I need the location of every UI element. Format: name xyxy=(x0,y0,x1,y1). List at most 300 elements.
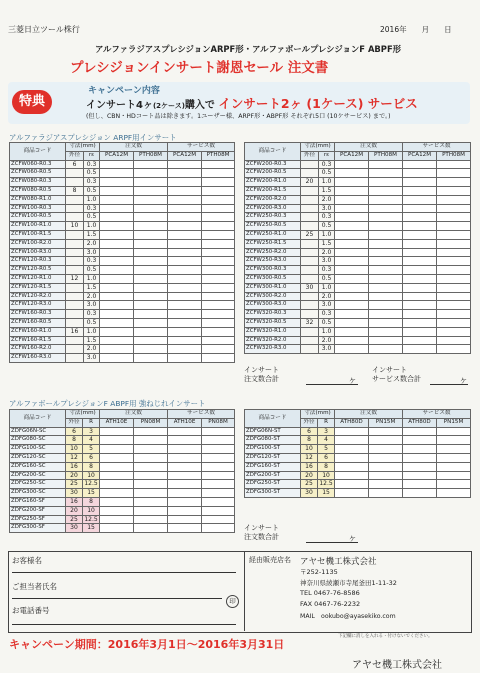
service-qty-cell[interactable] xyxy=(168,524,202,533)
service-qty-cell[interactable] xyxy=(202,222,235,231)
order-qty-cell[interactable] xyxy=(335,274,369,283)
service-qty-cell[interactable] xyxy=(168,248,202,257)
order-qty-cell[interactable] xyxy=(335,453,369,462)
order-qty-cell[interactable] xyxy=(134,327,168,336)
order-qty-cell[interactable] xyxy=(134,506,168,515)
order-qty-cell[interactable] xyxy=(134,283,168,292)
service-qty-cell[interactable] xyxy=(168,506,202,515)
service-qty-cell[interactable] xyxy=(437,327,471,336)
order-qty-cell[interactable] xyxy=(134,301,168,310)
service-qty-cell[interactable] xyxy=(202,274,235,283)
order-qty-cell[interactable] xyxy=(100,266,134,275)
order-qty-cell[interactable] xyxy=(100,310,134,319)
service-qty-cell[interactable] xyxy=(403,453,437,462)
order-qty-cell[interactable] xyxy=(335,239,369,248)
radius: 0.3 xyxy=(84,160,100,169)
order-qty-cell[interactable] xyxy=(134,257,168,266)
order-qty-cell[interactable] xyxy=(100,471,134,480)
service-qty-cell[interactable] xyxy=(403,436,437,445)
service-qty-cell[interactable] xyxy=(403,266,437,275)
order-qty-cell[interactable] xyxy=(100,186,134,195)
service-qty-cell[interactable] xyxy=(403,204,437,213)
service-qty-cell[interactable] xyxy=(403,327,437,336)
order-qty-cell[interactable] xyxy=(100,195,134,204)
outer-diameter: 30 xyxy=(301,489,318,498)
outer-diameter xyxy=(66,336,84,345)
service-qty-cell[interactable] xyxy=(437,248,471,257)
order-qty-cell[interactable] xyxy=(134,274,168,283)
service-qty-cell[interactable] xyxy=(202,453,235,462)
service-qty-cell[interactable] xyxy=(202,248,235,257)
service-qty-cell[interactable] xyxy=(168,204,202,213)
service-qty-cell[interactable] xyxy=(437,310,471,319)
order-qty-cell[interactable] xyxy=(335,480,369,489)
order-qty-cell[interactable] xyxy=(335,222,369,231)
outer-diameter: 8 xyxy=(301,436,318,445)
order-qty-cell[interactable] xyxy=(100,354,134,363)
outer-diameter xyxy=(301,169,319,178)
service-qty-cell[interactable] xyxy=(202,195,235,204)
order-qty-cell[interactable] xyxy=(134,292,168,301)
outer-diameter: 20 xyxy=(66,471,83,480)
service-qty-cell[interactable] xyxy=(202,489,235,498)
service-qty-cell[interactable] xyxy=(202,471,235,480)
phone-field[interactable] xyxy=(12,624,236,625)
order-qty-cell[interactable] xyxy=(369,489,403,498)
service-qty-cell[interactable] xyxy=(403,310,437,319)
service-qty-cell[interactable] xyxy=(403,427,437,436)
order-qty-cell[interactable] xyxy=(134,453,168,462)
service-qty-cell[interactable] xyxy=(168,327,202,336)
order-qty-cell[interactable] xyxy=(134,462,168,471)
service-qty-cell[interactable] xyxy=(403,169,437,178)
radius: 1.0 xyxy=(84,274,100,283)
service-qty-cell[interactable] xyxy=(202,301,235,310)
service-qty-cell[interactable] xyxy=(168,310,202,319)
service-qty-cell[interactable] xyxy=(403,318,437,327)
service-qty-cell[interactable] xyxy=(168,345,202,354)
outer-diameter: 6 xyxy=(301,427,318,436)
order-qty-cell[interactable] xyxy=(369,160,403,169)
outer-diameter: 20 xyxy=(301,178,319,187)
order-qty-cell[interactable] xyxy=(335,436,369,445)
product-code: ZCFW080-R1.0 xyxy=(10,195,66,204)
service-qty-cell[interactable] xyxy=(168,480,202,489)
order-qty-cell[interactable] xyxy=(100,248,134,257)
order-qty-cell[interactable] xyxy=(134,445,168,454)
service-qty-cell[interactable] xyxy=(437,204,471,213)
order-qty-cell[interactable] xyxy=(134,266,168,275)
order-qty-cell[interactable] xyxy=(134,222,168,231)
service-qty-cell[interactable] xyxy=(202,515,235,524)
service-qty-cell[interactable] xyxy=(168,160,202,169)
service-qty-cell[interactable] xyxy=(168,515,202,524)
product-code: ZDFG300-SF xyxy=(10,524,66,533)
service-qty-cell[interactable] xyxy=(168,318,202,327)
service-qty-cell[interactable] xyxy=(168,354,202,363)
service-qty-cell[interactable] xyxy=(168,239,202,248)
order-qty-cell[interactable] xyxy=(335,445,369,454)
service-qty-cell[interactable] xyxy=(168,462,202,471)
order-qty-cell[interactable] xyxy=(335,427,369,436)
service-qty-cell[interactable] xyxy=(168,497,202,506)
order-qty-cell[interactable] xyxy=(134,354,168,363)
order-qty-cell[interactable] xyxy=(134,480,168,489)
service-qty-cell[interactable] xyxy=(202,230,235,239)
service-qty-cell[interactable] xyxy=(168,266,202,275)
service-qty-cell[interactable] xyxy=(403,239,437,248)
order-qty-cell[interactable] xyxy=(134,345,168,354)
service-qty-cell[interactable] xyxy=(403,248,437,257)
table-row xyxy=(10,274,235,283)
order-qty-cell[interactable] xyxy=(100,318,134,327)
order-qty-cell[interactable] xyxy=(335,169,369,178)
service-qty-cell[interactable] xyxy=(437,436,471,445)
table-row xyxy=(10,427,235,436)
service-qty-cell[interactable] xyxy=(437,336,471,345)
order-qty-cell[interactable] xyxy=(134,186,168,195)
order-qty-cell[interactable] xyxy=(100,257,134,266)
order-qty-cell[interactable] xyxy=(369,310,403,319)
service-qty-cell[interactable] xyxy=(168,230,202,239)
order-total-label: インサート 注文数合計 xyxy=(244,366,279,383)
order-qty-cell[interactable] xyxy=(369,257,403,266)
table-row xyxy=(10,186,235,195)
order-qty-cell[interactable] xyxy=(100,327,134,336)
service-qty-cell[interactable] xyxy=(437,471,471,480)
service-qty-cell[interactable] xyxy=(437,480,471,489)
order-qty-cell[interactable] xyxy=(335,283,369,292)
outer-diameter: 12 xyxy=(66,453,83,462)
order-qty-cell[interactable] xyxy=(134,230,168,239)
order-qty-cell[interactable] xyxy=(100,336,134,345)
order-qty-cell[interactable] xyxy=(369,274,403,283)
order-qty-cell[interactable] xyxy=(100,497,134,506)
order-qty-cell[interactable] xyxy=(369,445,403,454)
service-qty-cell[interactable] xyxy=(437,301,471,310)
service-qty-cell[interactable] xyxy=(168,222,202,231)
service-qty-cell[interactable] xyxy=(168,195,202,204)
service-qty-cell[interactable] xyxy=(437,186,471,195)
order-qty-cell[interactable] xyxy=(134,471,168,480)
order-qty-cell[interactable] xyxy=(369,283,403,292)
order-qty-cell[interactable] xyxy=(335,266,369,275)
order-qty-cell[interactable] xyxy=(369,248,403,257)
order-qty-cell[interactable] xyxy=(134,336,168,345)
order-qty-cell[interactable] xyxy=(335,186,369,195)
order-qty-cell[interactable] xyxy=(100,274,134,283)
service-qty-cell[interactable] xyxy=(403,336,437,345)
order-qty-cell[interactable] xyxy=(134,160,168,169)
order-qty-cell[interactable] xyxy=(369,427,403,436)
service-qty-cell[interactable] xyxy=(437,257,471,266)
order-qty-cell[interactable] xyxy=(335,301,369,310)
service-qty-cell[interactable] xyxy=(202,283,235,292)
service-qty-cell[interactable] xyxy=(168,178,202,187)
order-qty-cell[interactable] xyxy=(100,445,134,454)
radius: 0.5 xyxy=(319,274,335,283)
service-qty-cell[interactable] xyxy=(437,292,471,301)
service-qty-cell[interactable] xyxy=(403,274,437,283)
service-qty-cell[interactable] xyxy=(437,274,471,283)
customer-form xyxy=(8,551,472,633)
order-qty-cell[interactable] xyxy=(100,178,134,187)
order-qty-cell[interactable] xyxy=(134,515,168,524)
order-qty-cell[interactable] xyxy=(100,222,134,231)
service-qty-cell[interactable] xyxy=(168,336,202,345)
product-code: ZCFW250-R1.5 xyxy=(245,239,301,248)
order-qty-cell[interactable] xyxy=(335,204,369,213)
table-row xyxy=(10,301,235,310)
order-qty-cell[interactable] xyxy=(100,160,134,169)
order-qty-cell[interactable] xyxy=(134,310,168,319)
service-qty-cell[interactable] xyxy=(202,310,235,319)
outer-diameter: 25 xyxy=(301,230,319,239)
order-qty-cell[interactable] xyxy=(100,213,134,222)
order-qty-cell[interactable] xyxy=(369,213,403,222)
service-qty-cell[interactable] xyxy=(202,292,235,301)
order-qty-cell[interactable] xyxy=(134,497,168,506)
service-qty-cell[interactable] xyxy=(168,471,202,480)
order-qty-cell[interactable] xyxy=(369,230,403,239)
order-qty-cell[interactable] xyxy=(369,178,403,187)
service-qty-cell[interactable] xyxy=(168,292,202,301)
service-qty-cell[interactable] xyxy=(437,445,471,454)
order-qty-cell[interactable] xyxy=(100,453,134,462)
radius: 0.3 xyxy=(84,310,100,319)
order-qty-cell[interactable] xyxy=(369,345,403,354)
service-qty-cell[interactable] xyxy=(168,283,202,292)
service-qty-cell[interactable] xyxy=(202,160,235,169)
service-qty-cell[interactable] xyxy=(437,266,471,275)
service-qty-cell[interactable] xyxy=(168,186,202,195)
person-field[interactable] xyxy=(12,598,222,599)
service-qty-cell[interactable] xyxy=(202,266,235,275)
outer-diameter xyxy=(301,239,319,248)
service-qty-cell[interactable] xyxy=(202,354,235,363)
order-qty-cell[interactable] xyxy=(134,195,168,204)
order-qty-cell[interactable] xyxy=(369,327,403,336)
order-qty-cell[interactable] xyxy=(134,248,168,257)
customer-name-field[interactable] xyxy=(12,572,236,573)
order-qty-cell[interactable] xyxy=(100,283,134,292)
service-qty-cell[interactable] xyxy=(437,489,471,498)
order-qty-cell[interactable] xyxy=(335,489,369,498)
service-qty-cell[interactable] xyxy=(202,186,235,195)
service-qty-cell[interactable] xyxy=(202,506,235,515)
service-qty-cell[interactable] xyxy=(168,489,202,498)
order-qty-cell[interactable] xyxy=(100,427,134,436)
service-qty-cell[interactable] xyxy=(403,345,437,354)
order-qty-cell[interactable] xyxy=(335,292,369,301)
table-row xyxy=(10,515,235,524)
order-qty-cell[interactable] xyxy=(335,195,369,204)
order-qty-cell[interactable] xyxy=(369,239,403,248)
order-qty-cell[interactable] xyxy=(335,345,369,354)
service-qty-cell[interactable] xyxy=(202,427,235,436)
service-qty-cell[interactable] xyxy=(403,301,437,310)
order-qty-cell[interactable] xyxy=(335,248,369,257)
order-qty-cell[interactable] xyxy=(100,292,134,301)
service-qty-cell[interactable] xyxy=(202,327,235,336)
order-qty-cell[interactable] xyxy=(134,436,168,445)
service-qty-cell[interactable] xyxy=(202,497,235,506)
order-qty-cell[interactable] xyxy=(100,524,134,533)
service-qty-cell[interactable] xyxy=(437,178,471,187)
service-qty-cell[interactable] xyxy=(168,453,202,462)
order-qty-cell[interactable] xyxy=(100,506,134,515)
outer-diameter xyxy=(66,204,84,213)
order-qty-cell[interactable] xyxy=(134,204,168,213)
radius: 1.0 xyxy=(84,195,100,204)
table-row xyxy=(10,480,235,489)
order-qty-cell[interactable] xyxy=(100,480,134,489)
order-qty-cell[interactable] xyxy=(335,318,369,327)
service-qty-cell[interactable] xyxy=(403,489,437,498)
service-qty-cell[interactable] xyxy=(202,178,235,187)
order-qty-cell[interactable] xyxy=(335,178,369,187)
service-qty-cell[interactable] xyxy=(403,283,437,292)
order-qty-cell[interactable] xyxy=(369,318,403,327)
order-qty-cell[interactable] xyxy=(369,204,403,213)
service-qty-cell[interactable] xyxy=(403,222,437,231)
order-qty-cell[interactable] xyxy=(134,318,168,327)
service-qty-cell[interactable] xyxy=(168,169,202,178)
service-qty-cell[interactable] xyxy=(202,480,235,489)
order-qty-cell[interactable] xyxy=(100,169,134,178)
order-qty-cell[interactable] xyxy=(100,515,134,524)
order-qty-cell[interactable] xyxy=(335,310,369,319)
service-qty-cell[interactable] xyxy=(202,169,235,178)
order-qty-cell[interactable] xyxy=(335,230,369,239)
order-qty-cell[interactable] xyxy=(134,489,168,498)
service-qty-cell[interactable] xyxy=(168,427,202,436)
service-qty-cell[interactable] xyxy=(202,462,235,471)
order-qty-cell[interactable] xyxy=(335,213,369,222)
radius: 5 xyxy=(83,445,100,454)
order-qty-cell[interactable] xyxy=(134,169,168,178)
product-code: ZCFW100-R1.0 xyxy=(10,222,66,231)
order-qty-cell[interactable] xyxy=(369,436,403,445)
service-qty-cell[interactable] xyxy=(202,524,235,533)
order-qty-cell[interactable] xyxy=(335,336,369,345)
service-qty-cell[interactable] xyxy=(437,283,471,292)
order-qty-cell[interactable] xyxy=(134,213,168,222)
order-qty-cell[interactable] xyxy=(369,292,403,301)
service-qty-cell[interactable] xyxy=(437,239,471,248)
order-qty-cell[interactable] xyxy=(369,301,403,310)
service-qty-cell[interactable] xyxy=(202,445,235,454)
service-qty-cell[interactable] xyxy=(202,436,235,445)
order-qty-cell[interactable] xyxy=(100,230,134,239)
order-qty-cell[interactable] xyxy=(369,195,403,204)
service-qty-cell[interactable] xyxy=(437,230,471,239)
service-qty-cell[interactable] xyxy=(168,257,202,266)
order-qty-cell[interactable] xyxy=(134,524,168,533)
order-qty-cell[interactable] xyxy=(100,489,134,498)
service-qty-cell[interactable] xyxy=(168,213,202,222)
order-qty-cell[interactable] xyxy=(335,257,369,266)
service-qty-cell[interactable] xyxy=(403,213,437,222)
order-qty-cell[interactable] xyxy=(369,186,403,195)
order-qty-cell[interactable] xyxy=(134,239,168,248)
service-qty-cell[interactable] xyxy=(403,471,437,480)
order-qty-cell[interactable] xyxy=(369,266,403,275)
service-qty-cell[interactable] xyxy=(202,257,235,266)
order-qty-cell[interactable] xyxy=(335,160,369,169)
service-qty-cell[interactable] xyxy=(168,445,202,454)
product-code: ZDFG200-SF xyxy=(10,506,66,515)
table-row xyxy=(245,230,471,239)
order-qty-cell[interactable] xyxy=(100,436,134,445)
order-qty-cell[interactable] xyxy=(369,453,403,462)
order-qty-cell[interactable] xyxy=(134,178,168,187)
order-qty-cell[interactable] xyxy=(335,471,369,480)
service-qty-cell[interactable] xyxy=(403,195,437,204)
service-qty-cell[interactable] xyxy=(202,318,235,327)
service-qty-cell[interactable] xyxy=(403,292,437,301)
order-qty-cell[interactable] xyxy=(369,462,403,471)
order-qty-cell[interactable] xyxy=(100,239,134,248)
service-qty-cell[interactable] xyxy=(403,160,437,169)
product-code: ZCFW080-R0.3 xyxy=(10,178,66,187)
service-qty-cell[interactable] xyxy=(403,186,437,195)
service-qty-cell[interactable] xyxy=(168,274,202,283)
order-qty-cell[interactable] xyxy=(100,462,134,471)
order-qty-cell[interactable] xyxy=(134,427,168,436)
service-qty-cell[interactable] xyxy=(437,169,471,178)
service-qty-cell[interactable] xyxy=(202,336,235,345)
col-code: 商品コード xyxy=(10,410,66,428)
service-qty-cell[interactable] xyxy=(403,462,437,471)
radius: 4 xyxy=(318,436,335,445)
service-qty-cell[interactable] xyxy=(437,195,471,204)
order-qty-cell[interactable] xyxy=(369,471,403,480)
order-qty-cell[interactable] xyxy=(335,327,369,336)
order-qty-cell[interactable] xyxy=(369,169,403,178)
service-qty-cell[interactable] xyxy=(437,427,471,436)
service-qty-cell[interactable] xyxy=(403,480,437,489)
col-grade1-svc: ATH80D xyxy=(403,418,437,427)
service-qty-cell[interactable] xyxy=(437,222,471,231)
service-qty-cell[interactable] xyxy=(437,213,471,222)
service-qty-cell[interactable] xyxy=(403,230,437,239)
order-qty-cell[interactable] xyxy=(335,462,369,471)
service-qty-cell[interactable] xyxy=(437,318,471,327)
table-row xyxy=(245,257,471,266)
service-qty-cell[interactable] xyxy=(403,257,437,266)
service-qty-cell[interactable] xyxy=(202,345,235,354)
order-qty-cell[interactable] xyxy=(369,480,403,489)
order-qty-cell[interactable] xyxy=(100,345,134,354)
service-qty-cell[interactable] xyxy=(403,445,437,454)
order-qty-cell[interactable] xyxy=(369,336,403,345)
service-qty-cell[interactable] xyxy=(437,345,471,354)
service-qty-cell[interactable] xyxy=(168,436,202,445)
service-qty-cell[interactable] xyxy=(437,453,471,462)
service-qty-cell[interactable] xyxy=(202,239,235,248)
service-qty-cell[interactable] xyxy=(437,160,471,169)
order-qty-cell[interactable] xyxy=(100,301,134,310)
service-qty-cell[interactable] xyxy=(168,301,202,310)
order-qty-cell[interactable] xyxy=(100,204,134,213)
service-qty-cell[interactable] xyxy=(202,204,235,213)
order-qty-cell[interactable] xyxy=(369,222,403,231)
table-row xyxy=(10,266,235,275)
service-qty-cell[interactable] xyxy=(437,462,471,471)
service-qty-cell[interactable] xyxy=(403,178,437,187)
service-qty-cell[interactable] xyxy=(202,213,235,222)
